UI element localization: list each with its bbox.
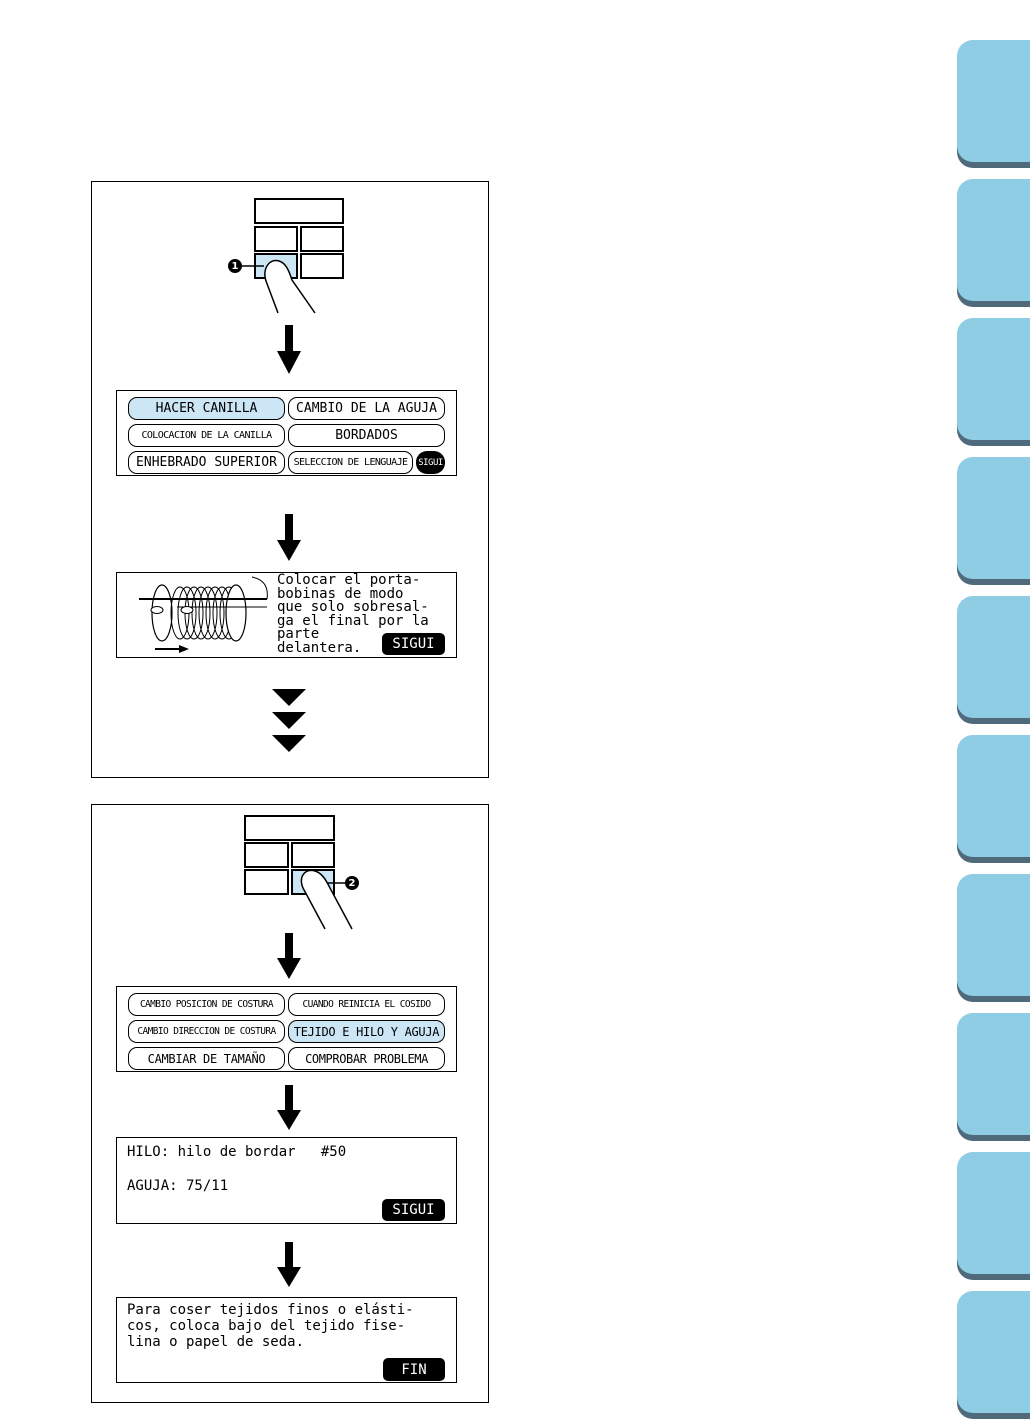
- tejido-hilo-aguja-button[interactable]: TEJIDO E HILO Y AGUJA: [288, 1020, 445, 1043]
- enhebrado-superior-button[interactable]: ENHEBRADO SUPERIOR: [128, 451, 285, 474]
- fabric-tip-text: Para coser tejidos finos o elásti- cos, coloca bajo del tejido fise- lina o papel de seda.: [127, 1302, 414, 1350]
- side-tab-5[interactable]: [957, 596, 1030, 718]
- menu-next-button[interactable]: SIGUI: [416, 451, 445, 474]
- side-tab-7[interactable]: [957, 874, 1030, 996]
- instruction-next-button[interactable]: SIGUI: [382, 633, 445, 655]
- colocacion-canilla-button[interactable]: COLOCACION DE LA CANILLA: [128, 424, 285, 447]
- side-tab-2[interactable]: [957, 179, 1030, 301]
- needle-info-text: AGUJA: 75/11: [127, 1178, 229, 1194]
- seleccion-lenguaje-button[interactable]: SELECCION DE LENGUAJE: [288, 451, 413, 474]
- bordados-button[interactable]: BORDADOS: [288, 424, 445, 447]
- side-tab-6[interactable]: [957, 735, 1030, 857]
- side-tab-9[interactable]: [957, 1152, 1030, 1274]
- cambio-aguja-button[interactable]: CAMBIO DE LA AGUJA: [288, 397, 445, 420]
- comprobar-problema-button[interactable]: COMPROBAR PROBLEMA: [288, 1047, 445, 1070]
- cambio-direccion-costura-button[interactable]: CAMBIO DIRECCION DE COSTURA: [128, 1020, 285, 1043]
- side-tab-4[interactable]: [957, 457, 1030, 579]
- callout-2: 2: [345, 876, 359, 890]
- cuando-reinicia-cosido-button[interactable]: CUANDO REINICIA EL COSIDO: [288, 993, 445, 1016]
- thread-next-button[interactable]: SIGUI: [382, 1199, 445, 1221]
- cambiar-tamano-button[interactable]: CAMBIAR DE TAMAÑO: [128, 1047, 285, 1070]
- hacer-canilla-button[interactable]: HACER CANILLA: [128, 397, 285, 420]
- side-tab-8[interactable]: [957, 1013, 1030, 1135]
- side-tab-10[interactable]: [957, 1291, 1030, 1413]
- bobbin-instruction-text: Colocar el porta- bobinas de modo que solo sobresal- ga el final por la parte delantera.: [277, 572, 429, 656]
- side-tab-1[interactable]: [957, 40, 1030, 162]
- finish-button[interactable]: FIN: [383, 1358, 445, 1381]
- cambio-posicion-costura-button[interactable]: CAMBIO POSICION DE COSTURA: [128, 993, 285, 1016]
- thread-info-text: HILO: hilo de bordar #50: [127, 1144, 347, 1160]
- callout-1: 1: [228, 259, 242, 273]
- side-tab-3[interactable]: [957, 318, 1030, 440]
- lcd-tip-screen: [116, 1297, 457, 1383]
